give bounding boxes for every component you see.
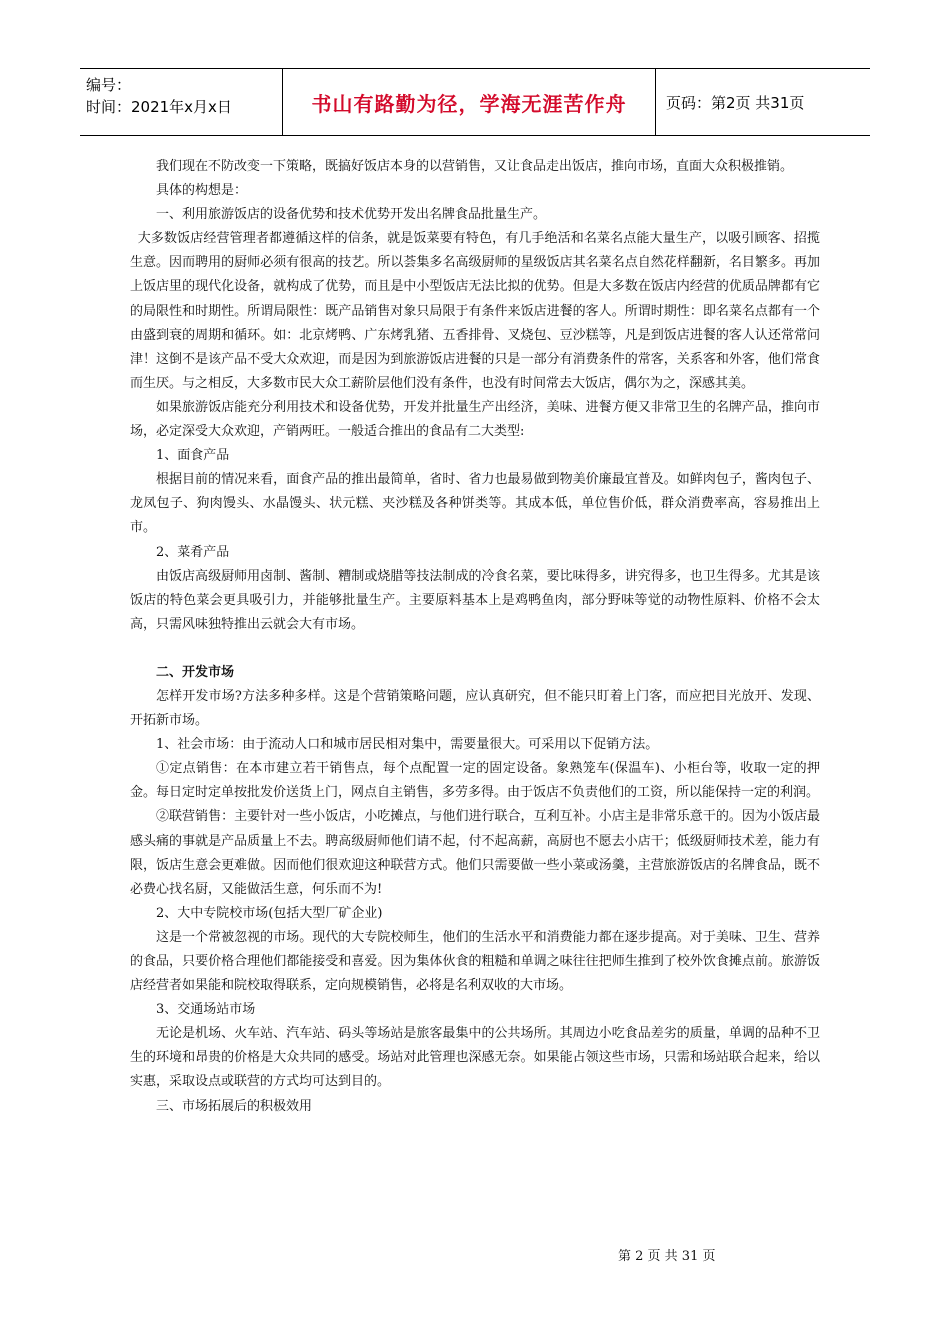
- paragraph: ①定点销售：在本市建立若干销售点，每个点配置一定的固定设备。象熟笼车(保温车)、小柜台等，收取一定的押金。每日定时定单按批发价送货上门，网点自主销售，多劳多得。由于饭店不负责他们的工资，所以能保持一定的利润。: [130, 761, 820, 801]
- paragraph: 怎样开发市场?方法多种多样。这是个营销策略问题，应认真研究，但不能只盯着上门客，而应把目光放开、发现、开拓新市场。: [130, 688, 820, 729]
- paragraph: ②联营销售：主要针对一些小饭店，小吃摊点，与他们进行联合，互利互补。小店主是非常乐意干的。因为小饭店最感头痛的事就是产品质量上不去。聘高级厨师他们请不起，付不起高薪，高厨也不愿去小店干；低级厨师技术差，能力有限，饭店生意会更难做。因而他们很欢迎这种联营方式。他们只需要做一些小菜或汤羹，主营旅游饭店的名牌食品，既不必费心找名厨，又能做活生意，何乐而不为!: [130, 809, 820, 897]
- section-heading: 一、利用旅游饭店的设备优势和技术优势开发出名牌食品批量生产。: [156, 207, 547, 223]
- header-motto: 书山有路勤为径，学海无涯苦作舟: [283, 69, 656, 135]
- section-heading: 二、开发市场: [156, 664, 235, 680]
- paragraph: 1、社会市场：由于流动人口和城市居民相对集中，需要量很大。可采用以下促销方法。: [156, 737, 659, 753]
- paragraph: 大多数饭店经营管理者都遵循这样的信条，就是饭菜要有特色，有几手绝活和名菜名点能大量生产，以吸引顾客、招揽生意。因而聘用的厨师必须有很高的技艺。所以荟集多名高级厨师的星级饭店其名菜名点自然花样翻新，名目繁多。再加上饭店里的现代化设备，就构成了优势，而且是中小型饭店无法比拟的优势。但是大多数在饭店内经营的优质品牌都有它的局限性和时期性。所谓局限性：既产品销售对象只局限于有条件来饭店进餐的客人。所谓时期性：即名菜名点都有一个由盛到衰的周期和循环。如：北京烤鸭、广东烤乳猪、五香排骨、叉烧包、豆沙糕等，凡是到饭店进餐的客人认还常常问津！这倒不是该产品不受大众欢迎，而是因为到旅游饭店进餐的只是一部分有消费条件的常客，关系客和外客，他们常食而生厌。与之相反，大多数市民大众工薪阶层他们没有条件，也没有时间常去大饭店，偶尔为之，深感其美。: [130, 231, 820, 391]
- header-info-cell: [80, 69, 283, 135]
- subsection-heading: 2、大中专院校市场(包括大型厂矿企业): [156, 905, 383, 921]
- paragraph: 我们现在不防改变一下策略，既搞好饭店本身的以营销售，又让食品走出饭店，推向市场，直面大众积极推销。: [156, 159, 794, 174]
- paragraph: 根据目前的情况来看，面食产品的推出最简单，省时、省力也最易做到物美价廉最宜普及。如鲜肉包子，酱肉包子、龙凤包子、狗肉馒头、水晶馒头、状元糕、夹沙糕及各种饼类等。其成本低，单位售价低，群众消费率高，容易推出上市。: [130, 472, 820, 536]
- subsection-heading: 2、菜肴产品: [156, 544, 230, 560]
- blank-line: [130, 637, 820, 661]
- paragraph: 无论是机场、火车站、汽车站、码头等场站是旅客最集中的公共场所。其周边小吃食品差劣的质量，单调的品种不卫生的环境和昂贵的价格是大众共同的感受。场站对此管理也深感无奈。如果能占领这些市场，只需和场站联合起来，给以实惠，采取设点或联营的方式均可达到目的。: [130, 1026, 820, 1090]
- document-number-label: 编号：: [86, 76, 132, 94]
- paragraph: 如果旅游饭店能充分利用技术和设备优势，开发并批量生产出经济，美味、进餐方便又非常卫生的名牌产品，推向市场，必定深受大众欢迎，产销两旺。一般适合推出的食品有二大类型:: [130, 399, 820, 440]
- subsection-heading: 1、面食产品: [156, 448, 230, 464]
- document-body: [130, 155, 820, 1119]
- paragraph: 这是一个常被忽视的市场。现代的大专院校师生，他们的生活水平和消费能力都在逐步提高。对于美味、卫生、营养的食品，只要价格合理他们都能接受和喜爱。因为集体伙食的粗糙和单调之味往往把师生推到了校外饮食摊点前。旅游饭店经营者如果能和院校取得联系，定向规模销售，必将是名利双收的大市场。: [130, 929, 820, 994]
- paragraph: 由饭店高级厨师用卤制、酱制、糟制或烧腊等技法制成的冷食名菜，要比味得多，讲究得多，也卫生得多。尤其是该饭店的特色菜会更具吸引力，并能够批量生产。主要原料基本上是鸡鸭鱼肉，部分野味等觉的动物性原料、价格不会太高，只需风味独特推出云就会大有市场。: [130, 568, 820, 632]
- section-heading: 三、市场拓展后的积极效用: [156, 1098, 313, 1114]
- page-header: [80, 68, 870, 136]
- subsection-heading: 3、交通场站市场: [156, 1002, 256, 1018]
- page-footer: 第 2 页 共 31 页: [618, 1249, 716, 1264]
- header-page-label: 页码：第2页 共31页: [666, 93, 805, 112]
- document-date-label: 时间：2021年x月x日: [86, 98, 232, 116]
- paragraph: 具体的构想是：: [156, 183, 248, 199]
